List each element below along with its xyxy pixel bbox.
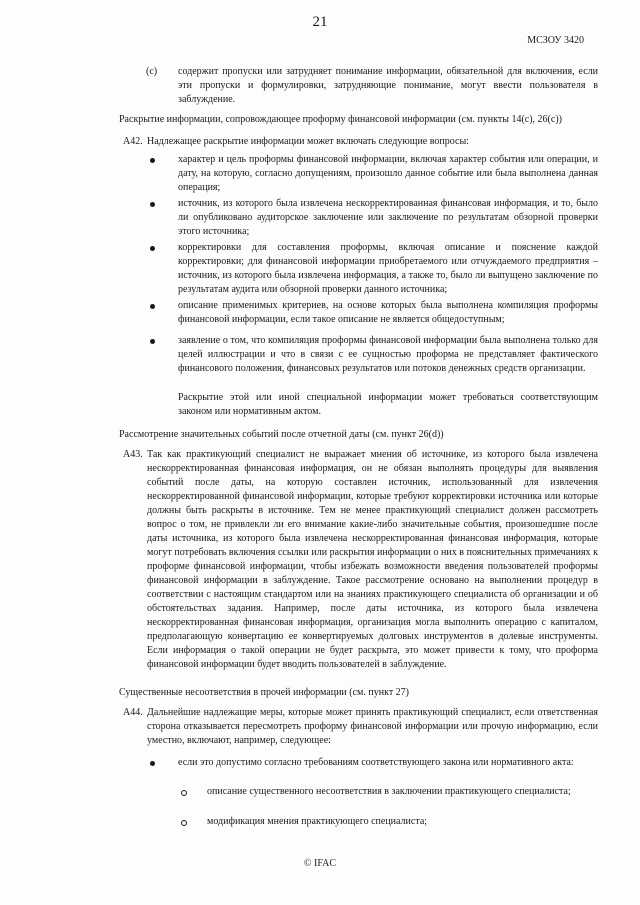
a42-bullet-2: источник, из которого была извлечена нескорректированная финансовая информация, и то, было ли опубликовано аудиторское заключение или заключение по результатам обзорной проверки этого источника; <box>178 198 598 237</box>
item-c-text: содержит пропуски или затрудняет понимание информации, обязательной для включения, если эти пропуски и формулировки, затрудняющие понимание, могут ввести пользователя в заблуждение. <box>178 66 598 105</box>
section-heading-subsequent-events: Рассмотрение значительных событий после отчетной даты (см. пункт 26(d)) <box>119 429 444 440</box>
paragraph-label-a43: A43. <box>123 449 143 460</box>
document-code: МСЗОУ 3420 <box>527 35 584 46</box>
section-heading-inconsistencies: Существенные несоответствия в прочей информации (см. пункт 27) <box>119 687 410 698</box>
footer-copyright: © IFAC <box>303 858 337 869</box>
circle-bullet-icon <box>181 820 187 826</box>
section-heading-disclosure: Раскрытие информации, сопровождающее проформу финансовой информации (см. пункты 14(c), 26(c)) <box>119 114 562 125</box>
circle-bullet-icon <box>181 790 187 796</box>
paragraph-label-a42: A42. <box>123 136 143 147</box>
a42-closing: Раскрытие этой или иной специальной информации может требоваться соответствующим законом или нормативным актом. <box>178 392 598 417</box>
a44-subbullet-2: модификация мнения практикующего специалиста; <box>207 816 428 827</box>
bullet-icon <box>150 202 155 207</box>
a44-subbullet-1: описание существенного несоответствия в заключении практикующего специалиста; <box>207 786 571 797</box>
a44-bullet: если это допустимо согласно требованиям соответствующего закона или нормативного акта: <box>178 757 574 768</box>
item-c-marker: (с) <box>146 66 158 77</box>
a42-bullet-4: описание применимых критериев, на основе которых была выполнена компиляция проформы финансовой информации, если такое описание не является общедоступным; <box>178 300 598 325</box>
bullet-icon <box>150 304 155 309</box>
bullet-icon <box>150 339 155 344</box>
a44-text: Дальнейшие надлежащие меры, которые может принять практикующий специалист, если ответственная сторона отказывается пересмотреть проформу финансовой информации или прочую информацию, если уместно, включают, например, следующее: <box>147 707 598 746</box>
a42-intro: Надлежащее раскрытие информации может включать следующие вопросы: <box>147 136 469 147</box>
a42-bullet-3: корректировки для составления проформы, включая описание и пояснение каждой корректировки; для финансовой информации приобретаемого или отчуждаемого предприятия – источник, из которого была извлечена информация, а также то, было ли выпущено заключение по результатам аудита или обзорной проверки данного источника; <box>178 242 598 295</box>
bullet-icon <box>150 158 155 163</box>
bullet-icon <box>150 761 155 766</box>
a42-bullet-1: характер и цель проформы финансовой информации, включая характер события или операции, и дату, на которую, согласно допущениям, произошло данное событие или была выполнена данная операция; <box>178 154 598 193</box>
paragraph-label-a44: A44. <box>123 707 143 718</box>
bullet-icon <box>150 246 155 251</box>
page-number: 21 <box>312 14 328 30</box>
a42-bullet-5: заявление о том, что компиляция проформы финансовой информации была выполнена только для целей иллюстрации и что в связи с ее сущностью проформа не представляет фактического финансового положения, финансовых результатов или потоков денежных средств организации. <box>178 335 598 374</box>
a43-text: Так как практикующий специалист не выражает мнения об источнике, из которого была извлечена нескорректированная финансовая информация, он не обязан выполнять процедуры для выявления событий после даты, на которую составлен источник, использованный для извлечения нескорректированной финансовой информации, которые требуют корректировки источника или которые должны быть раскрыты в источнике. Тем не менее практикующий специалист должен рассмотреть вопрос о том, не привлекли ли его внимание какие-либо значительные события, произошедшие после даты источника, из которого была извлечена нескорректированная финансовая информация, которые могут потребовать включения ссылки или раскрытия информации о них в пояснительных примечаниях к проформе финансовой информации, чтобы избежать возможности введения пользователей проформы финансовой информации в заблуждение. Такое рассмотрение основано на выполнении процедур в соответствии с настоящим стандартом или на знаниях практикующего специалиста об организации и об обстоятельствах задания. Например, после даты источника, из которого была извлечена нескорректированная финансовая информация, организация могла выполнить операцию с капиталом, предполагающую конвертацию ее конвертируемых долговых инструментов в долевые инструменты. Если информация о такой операции не будет раскрыта, это может привести к тому, что проформа финансовой информации будет вводить пользователей в заблуждение. <box>147 449 598 670</box>
